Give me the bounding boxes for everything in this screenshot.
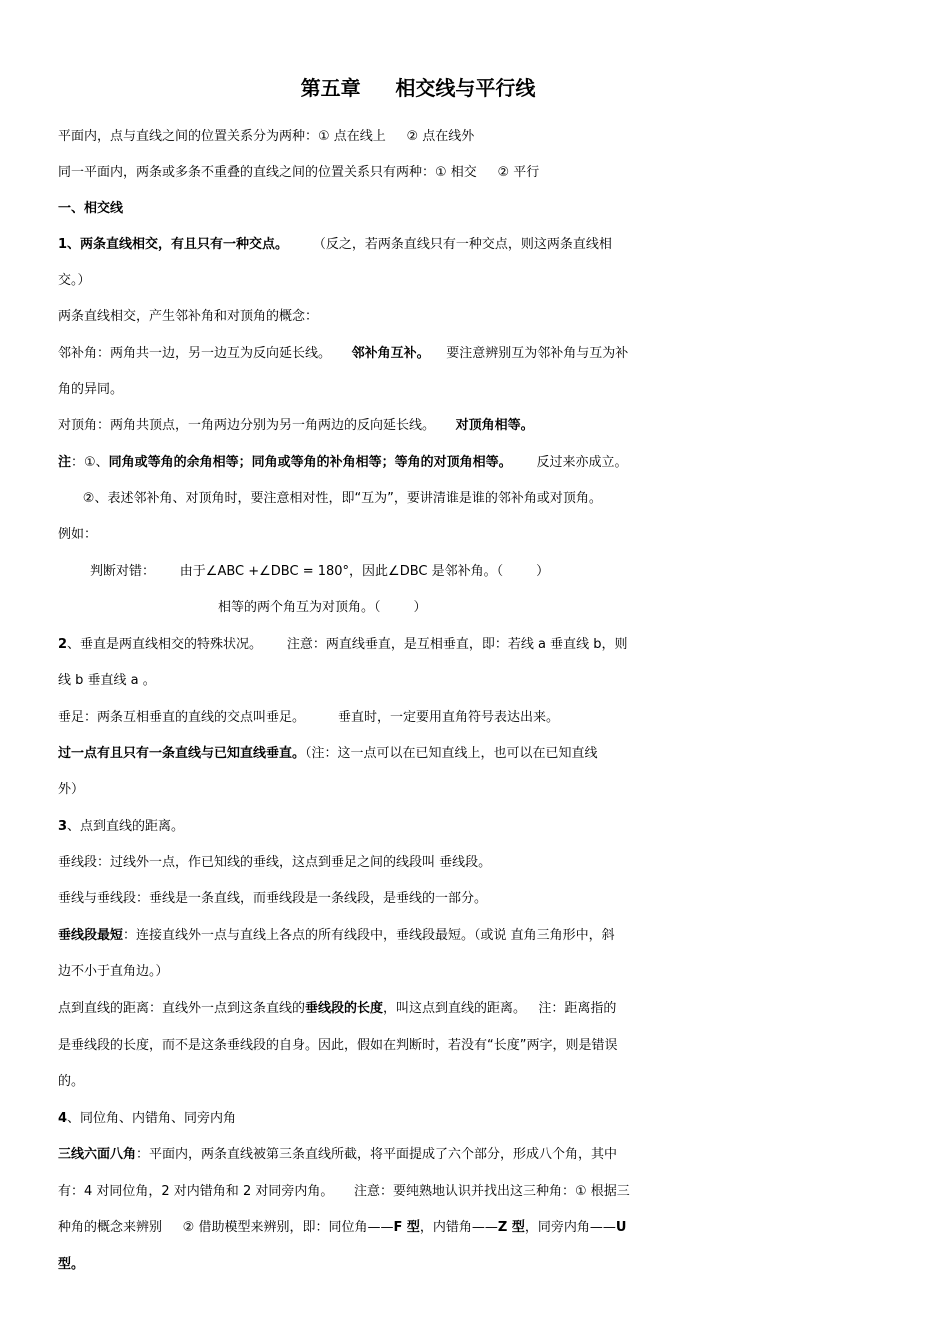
text-span: 平面内，点与直线之间的位置关系分为两种：① 点在线上 ② 点在线外	[58, 129, 475, 144]
text-line	[58, 703, 898, 733]
bold-text: 三线六面八角	[58, 1147, 137, 1162]
text-line	[58, 194, 898, 224]
text-span: 有：4 对同位角，2 对内错角和 2 对同旁内角。 注意：要纯熟地认识并找出这三种角：① 根据三	[58, 1184, 630, 1199]
text-span: ：平面内，两条直线被第三条直线所截，将平面提成了六个部分，形成八个角，其中	[136, 1147, 618, 1162]
bold-text: 过一点有且只有一条直线与已知直线垂直。	[58, 746, 306, 761]
text-line	[58, 775, 898, 805]
text-span: 、垂直是两直线相交的特殊状况。 注意：两直线垂直，是互相垂直，即：若线 a 垂直线 b，则	[67, 637, 628, 652]
text-line	[58, 1104, 898, 1134]
text-line	[218, 593, 950, 623]
text-span: ，叫这点到直线的距离。 注：距离指的	[383, 1001, 617, 1016]
text-span: 相等的两个角互为对顶角。（ ）	[218, 600, 427, 615]
bold-text: 一、相交线	[58, 201, 124, 216]
text-span: 垂足：两条互相垂直的直线的交点叫垂足。 垂直时，一定要用直角符号表达出来。	[58, 710, 560, 725]
text-line	[58, 1140, 898, 1170]
text-span: （反之，若两条直线只有一种交点，则这两条直线相	[288, 237, 612, 252]
bold-text: 1、两条直线相交，有且只有一种交点。	[58, 237, 289, 252]
text-span: 边不小于直角边。）	[58, 964, 169, 979]
text-span: 垂线段：过线外一点，作已知线的垂线，这点到垂足之间的线段叫 垂线段。	[58, 855, 492, 870]
text-span: 外）	[58, 782, 85, 797]
text-line	[58, 339, 898, 369]
text-line	[58, 520, 898, 550]
text-span: 的。	[58, 1074, 85, 1089]
text-span: （注：这一点可以在已知直线上，也可以在已知直线	[305, 746, 598, 761]
text-line	[58, 1177, 898, 1207]
text-line	[58, 630, 898, 660]
text-span: ，内错角——	[419, 1220, 498, 1235]
text-line	[58, 302, 898, 332]
text-span: ②、表述邻补角、对顶角时，要注意相对性，即“互为”，要讲清谁是谁的邻补角或对顶角。	[58, 491, 602, 506]
text-span: ，同旁内角——	[524, 1220, 616, 1235]
text-span: 邻补角：两角共一边，另一边互为反向延长线。	[58, 346, 352, 361]
text-line	[90, 557, 930, 587]
text-line	[58, 411, 898, 441]
bold-text: 同角或等角的余角相等；同角或等角的补角相等；等角的对顶角相等。	[108, 455, 512, 470]
text-line	[58, 375, 898, 405]
text-span: 反过来亦成立。	[511, 455, 628, 470]
text-line	[58, 1213, 898, 1243]
bold-text: 垂线段最短	[58, 928, 124, 943]
text-span: 例如：	[58, 527, 98, 542]
text-line	[58, 1031, 898, 1061]
text-line	[58, 884, 898, 914]
text-line	[58, 266, 898, 296]
text-span: 同一平面内，两条或多条不重叠的直线之间的位置关系只有两种：① 相交 ② 平行	[58, 165, 540, 180]
text-line	[58, 812, 898, 842]
text-line	[58, 994, 898, 1024]
bold-text: 4	[58, 1111, 68, 1126]
text-line	[58, 848, 898, 878]
text-span: ：①、	[71, 455, 109, 470]
text-line	[58, 1250, 898, 1280]
text-line	[58, 230, 898, 260]
bold-text: Z 型	[497, 1220, 525, 1235]
text-span: 线 b 垂直线 a 。	[58, 673, 156, 688]
text-line	[58, 666, 898, 696]
text-line	[58, 158, 898, 188]
text-span: 是垂线段的长度，而不是这条垂线段的自身。因此，假如在判断时，若没有“长度”两字，则是错误	[58, 1038, 618, 1053]
text-span: 、点到直线的距离。	[67, 819, 185, 834]
text-span: 种角的概念来辨别 ② 借助模型来辨别，即：同位角——	[58, 1220, 394, 1235]
bold-text: 垂线段的长度	[305, 1001, 384, 1016]
text-line	[58, 448, 898, 478]
text-span: 两条直线相交，产生邻补角和对顶角的概念：	[58, 309, 319, 324]
bold-text: F 型	[393, 1220, 420, 1235]
text-span: 、同位角、内错角、同旁内角	[67, 1111, 237, 1126]
text-span: 交。）	[58, 273, 91, 288]
text-span: 角的异同。	[58, 382, 124, 397]
text-line	[58, 122, 898, 152]
bold-text: 对顶角相等。	[455, 418, 534, 433]
bold-text: 型。	[58, 1257, 85, 1272]
chapter-title: 第五章 相交线与平行线	[300, 76, 536, 100]
bold-text: 2	[58, 637, 68, 652]
text-line	[58, 921, 898, 951]
bold-text: 邻补角互补。	[351, 346, 430, 361]
text-line	[58, 484, 898, 514]
bold-text: 注	[58, 455, 72, 470]
text-span: ：连接直线外一点与直线上各点的所有线段中，垂线段最短。（或说 直角三角形中，斜	[123, 928, 615, 943]
bold-text: 3	[58, 819, 68, 834]
text-span: 要注意辨别互为邻补角与互为补	[429, 346, 629, 361]
text-span: 点到直线的距离：直线外一点到这条直线的	[58, 1001, 306, 1016]
text-span: 垂线与垂线段：垂线是一条直线，而垂线段是一条线段，是垂线的一部分。	[58, 891, 488, 906]
text-line	[58, 1067, 898, 1097]
text-line	[58, 739, 898, 769]
bold-text: U	[615, 1220, 627, 1235]
text-line	[58, 957, 898, 987]
text-span: 判断对错： 由于∠ABC +∠DBC = 180°，因此∠DBC 是邻补角。（ ）	[90, 564, 550, 579]
text-span: 对顶角：两角共顶点，一角两边分别为另一角两边的反向延长线。	[58, 418, 456, 433]
